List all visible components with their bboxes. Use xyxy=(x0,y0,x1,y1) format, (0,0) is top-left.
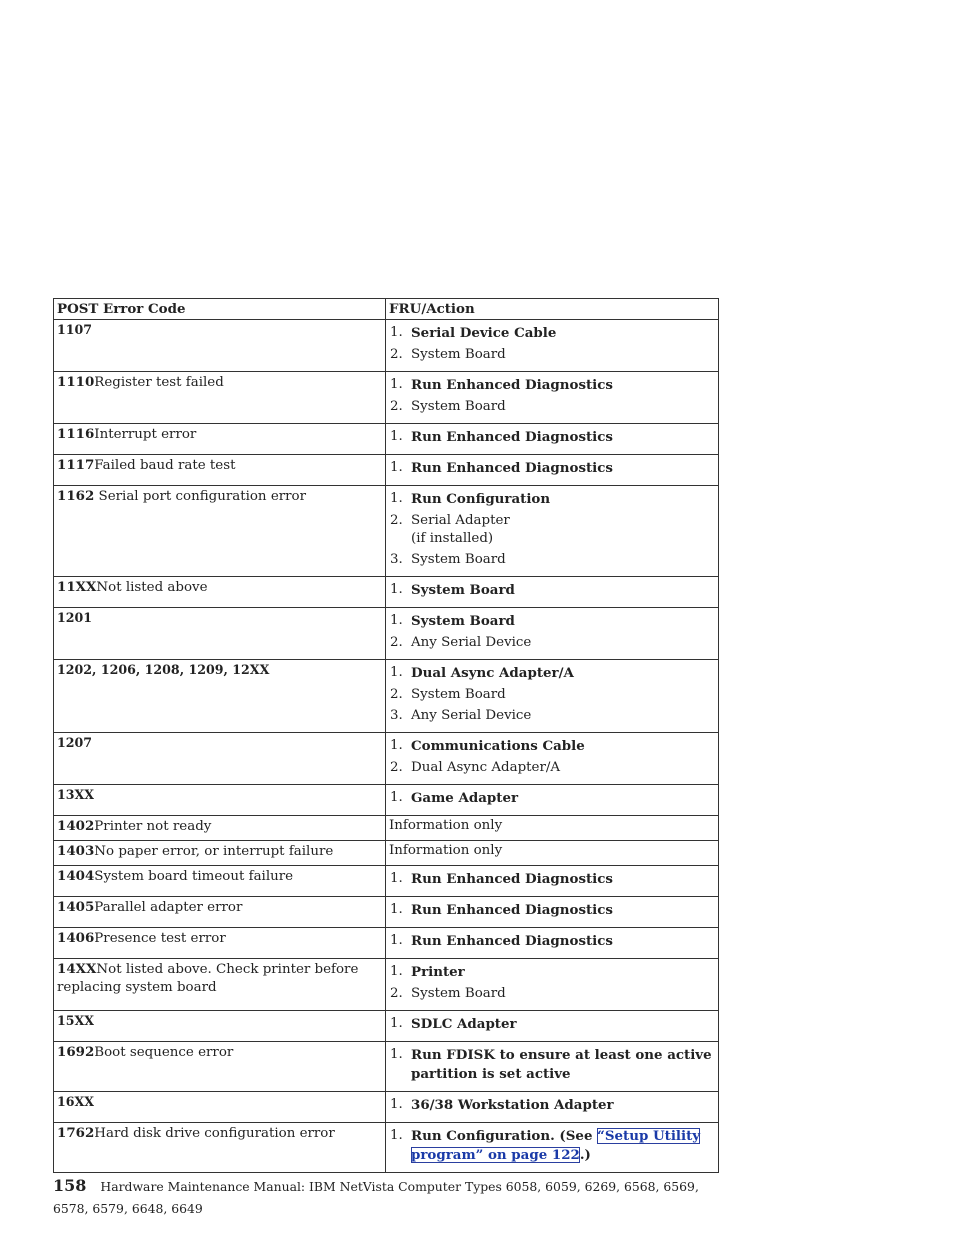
item-text: Run Enhanced Diagnostics xyxy=(411,933,613,949)
item-text: Run Enhanced Diagnostics xyxy=(411,460,613,476)
fru-action-list xyxy=(389,932,714,951)
item-number: 1. xyxy=(390,933,403,948)
error-code: 1402 xyxy=(57,818,95,834)
information-text: Information only xyxy=(389,843,503,858)
fru-action-item xyxy=(389,634,714,652)
error-description: Register test failed xyxy=(94,375,224,390)
table-row xyxy=(54,1092,719,1123)
item-number: 1. xyxy=(390,871,403,886)
fru-action-cell xyxy=(386,816,719,841)
fru-action-list xyxy=(389,664,714,725)
item-text: Dual Async Adapter/A xyxy=(411,760,561,775)
fru-action-list xyxy=(389,737,714,777)
item-text: Run Configuration xyxy=(411,491,551,507)
table-row xyxy=(54,959,719,1011)
error-code: 15XX xyxy=(57,1013,95,1028)
error-description: Not listed above xyxy=(96,580,208,595)
item-number: 1. xyxy=(390,1047,403,1062)
table-row xyxy=(54,424,719,455)
fru-action-item xyxy=(389,551,714,569)
error-description: Boot sequence error xyxy=(94,1045,234,1060)
item-text: System Board xyxy=(411,613,515,629)
item-number: 1. xyxy=(390,1016,403,1031)
error-code-cell xyxy=(54,785,386,816)
item-number: 1. xyxy=(390,460,403,475)
item-number: 2. xyxy=(390,760,403,775)
table-body xyxy=(54,320,719,1173)
fru-action-list xyxy=(389,1046,714,1084)
fru-action-cell xyxy=(386,1011,719,1042)
fru-action-item xyxy=(389,1046,714,1084)
fru-action-list xyxy=(389,324,714,364)
item-number: 1. xyxy=(390,738,403,753)
item-number: 1. xyxy=(390,665,403,680)
item-number: 1. xyxy=(390,325,403,340)
fru-action-list xyxy=(389,428,714,447)
error-code: 1201 xyxy=(57,610,93,625)
item-number: 1. xyxy=(390,790,403,805)
error-code: 1403 xyxy=(57,843,95,859)
header-post-error-code: POST Error Code xyxy=(54,299,386,320)
fru-action-item xyxy=(389,901,714,920)
item-text: Serial Adapter xyxy=(411,513,510,528)
error-code-cell xyxy=(54,841,386,866)
item-text: Printer xyxy=(411,964,465,980)
fru-action-cell xyxy=(386,866,719,897)
table-row xyxy=(54,577,719,608)
item-number: 3. xyxy=(390,708,403,723)
table-row xyxy=(54,928,719,959)
fru-action-list xyxy=(389,963,714,1003)
fru-action-cell xyxy=(386,897,719,928)
item-text: System Board xyxy=(411,399,506,414)
item-text: Run Enhanced Diagnostics xyxy=(411,377,613,393)
fru-action-cell xyxy=(386,785,719,816)
table-row xyxy=(54,320,719,372)
error-description: Parallel adapter error xyxy=(94,900,243,915)
setup-utility-link[interactable]: “Setup Utility program” on page 122 xyxy=(411,1128,701,1163)
item-number: 1. xyxy=(390,902,403,917)
item-number: 2. xyxy=(390,986,403,1001)
error-code: 14XX xyxy=(57,961,97,977)
table-row xyxy=(54,816,719,841)
fru-action-cell xyxy=(386,486,719,577)
item-text: Dual Async Adapter/A xyxy=(411,665,574,681)
page-footer xyxy=(53,1175,723,1220)
item-text: System Board xyxy=(411,347,506,362)
item-text: 36/38 Workstation Adapter xyxy=(411,1097,614,1113)
fru-action-list xyxy=(389,612,714,652)
fru-action-item xyxy=(389,759,714,777)
error-code-cell xyxy=(54,816,386,841)
error-description: Presence test error xyxy=(94,931,226,946)
item-number: 1. xyxy=(390,491,403,506)
fru-action-item xyxy=(389,612,714,631)
error-code: 1202, 1206, 1208, 1209, 12XX xyxy=(57,662,270,677)
error-code-cell xyxy=(54,928,386,959)
item-number: 1. xyxy=(390,964,403,979)
item-text: Game Adapter xyxy=(411,790,519,806)
information-text: Information only xyxy=(389,818,503,833)
fru-action-list xyxy=(389,1015,714,1034)
error-description: Serial port configuration error xyxy=(94,489,307,504)
fru-action-item xyxy=(389,490,714,509)
item-text: Any Serial Device xyxy=(411,635,532,650)
error-code: 1692 xyxy=(57,1044,95,1060)
fru-action-item xyxy=(389,428,714,447)
fru-action-item xyxy=(389,376,714,395)
table-row xyxy=(54,1042,719,1092)
error-code-cell xyxy=(54,372,386,424)
fru-action-item xyxy=(389,664,714,683)
error-description: Not listed above. Check printer before replacing system board xyxy=(57,962,359,995)
error-code-cell xyxy=(54,733,386,785)
item-text: Run Configuration. (See xyxy=(411,1128,598,1144)
error-description: Interrupt error xyxy=(94,427,197,442)
error-description: Hard disk drive configuration error xyxy=(94,1126,335,1141)
fru-action-list xyxy=(389,459,714,478)
item-number: 3. xyxy=(390,552,403,567)
error-code: 1405 xyxy=(57,899,95,915)
error-description: Printer not ready xyxy=(94,819,212,834)
table-header-row xyxy=(54,299,719,320)
error-code-cell xyxy=(54,959,386,1011)
fru-action-item xyxy=(389,870,714,889)
error-code: 1207 xyxy=(57,735,93,750)
fru-action-cell xyxy=(386,733,719,785)
error-code: 11XX xyxy=(57,579,97,595)
error-code: 1110 xyxy=(57,374,95,390)
fru-action-cell xyxy=(386,455,719,486)
fru-action-item xyxy=(389,686,714,704)
fru-action-item xyxy=(389,346,714,364)
error-code-cell xyxy=(54,866,386,897)
fru-action-item xyxy=(389,932,714,951)
fru-action-list xyxy=(389,376,714,416)
item-text: System Board xyxy=(411,986,506,1001)
error-description: System board timeout failure xyxy=(94,869,294,884)
error-code: 1116 xyxy=(57,426,95,442)
fru-action-list xyxy=(389,901,714,920)
item-number: 2. xyxy=(390,687,403,702)
fru-action-cell xyxy=(386,608,719,660)
error-code-cell xyxy=(54,455,386,486)
fru-action-cell xyxy=(386,320,719,372)
fru-action-cell xyxy=(386,372,719,424)
fru-action-list xyxy=(389,789,714,808)
header-fru-action: FRU/Action xyxy=(386,299,719,320)
item-text: System Board xyxy=(411,582,515,598)
table-row xyxy=(54,660,719,733)
post-error-table xyxy=(53,298,719,1173)
error-code: 1117 xyxy=(57,457,95,473)
item-number: 2. xyxy=(390,513,403,528)
item-text: Serial Device Cable xyxy=(411,325,557,341)
item-text: System Board xyxy=(411,552,506,567)
error-description: No paper error, or interrupt failure xyxy=(94,844,334,859)
fru-action-cell xyxy=(386,959,719,1011)
item-number: 1. xyxy=(390,429,403,444)
fru-action-list xyxy=(389,870,714,889)
fru-action-cell xyxy=(386,660,719,733)
fru-action-cell xyxy=(386,424,719,455)
item-number: 2. xyxy=(390,635,403,650)
error-code: 1404 xyxy=(57,868,95,884)
table-row xyxy=(54,608,719,660)
item-number: 1. xyxy=(390,1128,403,1143)
table-row xyxy=(54,897,719,928)
error-code: 1406 xyxy=(57,930,95,946)
item-text: Communications Cable xyxy=(411,738,585,754)
item-number: 2. xyxy=(390,399,403,414)
table-row xyxy=(54,785,719,816)
table-row xyxy=(54,1011,719,1042)
error-code-cell xyxy=(54,897,386,928)
error-code-cell xyxy=(54,577,386,608)
item-text: Run Enhanced Diagnostics xyxy=(411,429,613,445)
item-number: 1. xyxy=(390,613,403,628)
table-row xyxy=(54,486,719,577)
fru-action-item xyxy=(389,1015,714,1034)
fru-action-item xyxy=(389,789,714,808)
error-code-cell xyxy=(54,660,386,733)
error-code-cell xyxy=(54,608,386,660)
error-code: 1162 xyxy=(57,488,95,504)
error-code-cell xyxy=(54,1011,386,1042)
item-text-after: .) xyxy=(579,1147,591,1163)
fru-action-item xyxy=(389,581,714,600)
error-code-cell xyxy=(54,1042,386,1092)
fru-action-item xyxy=(389,1127,714,1165)
item-text: Run FDISK to ensure at least one active partition is set active xyxy=(411,1047,712,1082)
error-code-cell xyxy=(54,424,386,455)
table-row xyxy=(54,455,719,486)
fru-action-cell xyxy=(386,577,719,608)
error-description: Failed baud rate test xyxy=(94,458,236,473)
fru-action-item xyxy=(389,963,714,982)
table-row xyxy=(54,866,719,897)
fru-action-list xyxy=(389,1127,714,1165)
fru-action-cell xyxy=(386,1042,719,1092)
fru-action-list xyxy=(389,1096,714,1115)
table-row xyxy=(54,1123,719,1173)
error-code: 1762 xyxy=(57,1125,95,1141)
error-code: 1107 xyxy=(57,322,93,337)
fru-action-item xyxy=(389,707,714,725)
fru-action-item xyxy=(389,1096,714,1115)
fru-action-item xyxy=(389,737,714,756)
item-text: Any Serial Device xyxy=(411,708,532,723)
page-number: 158 xyxy=(53,1176,87,1195)
item-number: 1. xyxy=(390,582,403,597)
fru-action-item xyxy=(389,512,714,548)
error-code-cell xyxy=(54,486,386,577)
footer-title: Hardware Maintenance Manual: IBM NetVista Computer Types 6058, 6059, 6269, 6568, 6569, 6578, 6579, 6648, 6649 xyxy=(53,1179,699,1216)
fru-action-item xyxy=(389,398,714,416)
error-code-cell xyxy=(54,1092,386,1123)
fru-action-list xyxy=(389,581,714,600)
fru-action-item xyxy=(389,459,714,478)
item-number: 1. xyxy=(390,1097,403,1112)
error-code-cell xyxy=(54,320,386,372)
error-code: 16XX xyxy=(57,1094,95,1109)
item-number: 1. xyxy=(390,377,403,392)
item-text: Run Enhanced Diagnostics xyxy=(411,902,613,918)
fru-action-list xyxy=(389,490,714,569)
item-text-continued: (if installed) xyxy=(411,531,494,546)
table-row xyxy=(54,733,719,785)
fru-action-cell xyxy=(386,1123,719,1173)
item-text: SDLC Adapter xyxy=(411,1016,517,1032)
error-code-cell xyxy=(54,1123,386,1173)
item-text: System Board xyxy=(411,687,506,702)
fru-action-cell xyxy=(386,841,719,866)
item-number: 2. xyxy=(390,347,403,362)
fru-action-item xyxy=(389,324,714,343)
table-row xyxy=(54,372,719,424)
item-text: Run Enhanced Diagnostics xyxy=(411,871,613,887)
error-code: 13XX xyxy=(57,787,95,802)
fru-action-item xyxy=(389,985,714,1003)
table-row xyxy=(54,841,719,866)
fru-action-cell xyxy=(386,1092,719,1123)
fru-action-cell xyxy=(386,928,719,959)
